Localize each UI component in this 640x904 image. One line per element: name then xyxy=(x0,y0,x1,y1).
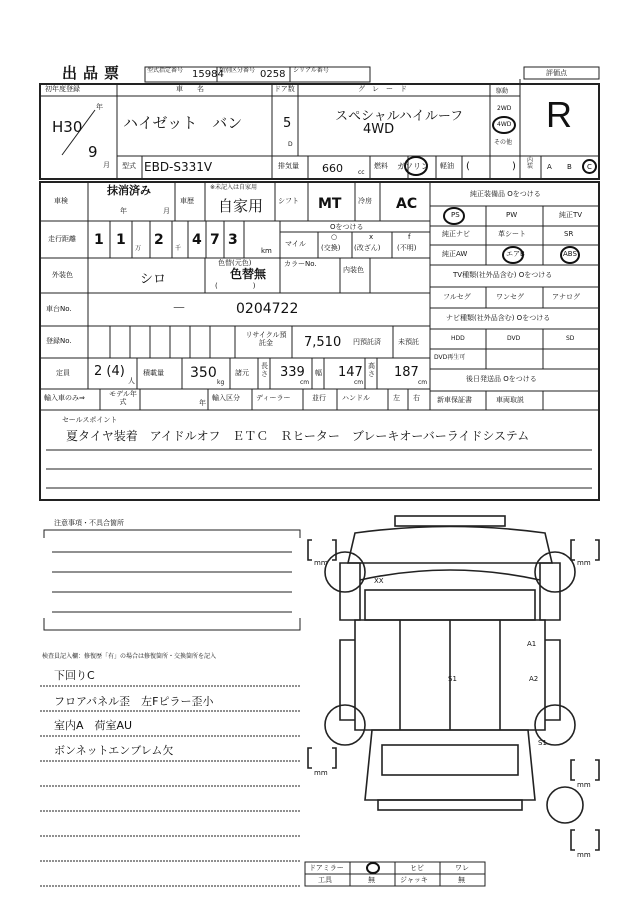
mm-spare: mm xyxy=(577,851,591,859)
mileage-label: 走行距離 xyxy=(48,235,76,243)
later-warranty: 新車保証書 xyxy=(437,396,472,404)
grade-line2: 4WD xyxy=(363,122,395,137)
drive-4wd-circle xyxy=(492,116,516,134)
history-note: ※未記入は自家用 xyxy=(210,184,258,191)
recycle-unpaid: 未預託 xyxy=(398,338,419,346)
shift: MT xyxy=(318,196,342,212)
later-title: 後日発送品 Oをつける xyxy=(466,375,537,383)
fuel-circle xyxy=(404,156,428,176)
model-cert-label: 型式指定番号 xyxy=(147,67,184,74)
color-label: 外装色 xyxy=(52,271,73,279)
interior-b: B xyxy=(567,163,572,171)
inspection-month: 月 xyxy=(163,207,170,215)
mileage-digit-3: 2 xyxy=(154,232,164,248)
class-no: 0258 xyxy=(260,69,286,80)
mileage-unknown: (不明) xyxy=(397,244,417,252)
fuel: ガソリン xyxy=(397,162,429,171)
note-line-2: フロアパネル歪 左Fピラー歪小 xyxy=(54,695,214,708)
note-line-4: ボンネットエンブレム欠 xyxy=(54,744,174,757)
model-cert-no: 15984 xyxy=(192,69,224,80)
option-abs: ABS xyxy=(563,250,577,258)
eval-value: R xyxy=(546,94,572,135)
interior-color-label: 内装色 xyxy=(343,266,364,274)
navi-hdd: HDD xyxy=(451,335,465,342)
car-diagram xyxy=(308,516,599,850)
navi-title: ナビ種類(社外品含む) Oをつける xyxy=(446,314,551,322)
inspector-label: 検査員記入欄：修復歴「有」の場合は修復箇所・交換箇所を記入 xyxy=(42,653,217,660)
class-label: 類別区分番号 xyxy=(219,67,256,74)
mark-a1: A1 xyxy=(527,640,537,648)
mm-fr: mm xyxy=(577,559,591,567)
color-value: シロ xyxy=(140,272,167,287)
capacity-person: 人 xyxy=(128,377,135,385)
era: H30 xyxy=(52,118,83,136)
tv-title: TV種類(社外品含む) Oをつける xyxy=(453,271,553,279)
wave-label: ワレ xyxy=(455,864,469,872)
ac-label: 冷房 xyxy=(358,197,372,205)
reg-label: 登録No. xyxy=(46,337,72,345)
capacity-label: 定員 xyxy=(56,369,70,377)
note-line-3: 室内A 荷室AU xyxy=(54,719,133,732)
light-oil-label: 軽油 xyxy=(440,162,454,170)
door-mirror-circle xyxy=(366,862,380,874)
mileage-m2: x xyxy=(369,233,374,241)
note-line-1: 下回りC xyxy=(54,669,95,682)
tv-oneseg: ワンセグ xyxy=(496,293,524,301)
height-value: 187 xyxy=(394,365,419,380)
repaint-label: 色替(元色) xyxy=(218,259,252,267)
eval-label: 評価点 xyxy=(546,69,567,77)
history: 自家用 xyxy=(218,197,264,215)
repaint-paren: ( ) xyxy=(215,282,256,290)
fuel-paren-close: ) xyxy=(512,161,516,172)
tv-full: フルセグ xyxy=(443,293,471,301)
handle-left: 左 xyxy=(393,394,400,402)
option-ps-circle xyxy=(443,207,465,225)
mark-a2: A2 xyxy=(529,675,539,683)
doors-suffix: D xyxy=(288,141,293,148)
option-airbag-circle xyxy=(502,246,524,264)
drive-other: その他 xyxy=(494,139,513,146)
option-airbag: エアB xyxy=(506,250,525,258)
interior-a: A xyxy=(547,163,552,171)
length-unit: cm xyxy=(300,379,310,386)
form-title: 出品票 xyxy=(62,64,126,82)
mileage-m3: f xyxy=(408,233,411,241)
history-label: 車歴 xyxy=(180,197,194,205)
mileage-digit-2: 1 xyxy=(116,232,126,248)
tool-value: 無 xyxy=(368,876,375,884)
mileage-digit-4: 4 xyxy=(192,232,202,248)
mileage-digit-1: 1 xyxy=(94,232,104,248)
mileage-modified: (改ざん) xyxy=(354,244,381,252)
tv-analog: アナログ xyxy=(552,293,580,301)
drive-label: 駆動 xyxy=(496,88,509,95)
option-sr: SR xyxy=(564,230,574,238)
grade-label: グ レ ー ド xyxy=(358,85,407,93)
later-manual: 車両取説 xyxy=(496,396,524,404)
width-value: 147 xyxy=(338,365,363,380)
hibi-label: ヒビ xyxy=(410,864,424,872)
mileage-digit-5: 7 xyxy=(210,232,220,248)
interior-c: C xyxy=(587,163,592,171)
grade-line1: スペシャルハイルーフ xyxy=(335,109,464,124)
inspection-year: 年 xyxy=(120,207,127,215)
mileage-digit-6: 3 xyxy=(228,232,238,248)
options-title: 純正装備品 Oをつける xyxy=(470,190,541,198)
tool-label: 工具 xyxy=(318,876,332,884)
option-pw: PW xyxy=(506,211,518,219)
fuel-paren: ( xyxy=(466,161,470,172)
mileage-sen: 千 xyxy=(175,245,182,252)
mark-s1: S1 xyxy=(448,675,457,683)
mark-s1-rear: S1 xyxy=(538,739,547,747)
recycle-value: 7,510 xyxy=(304,335,342,350)
handle-right: 右 xyxy=(413,394,420,402)
color-no-label: カラーNo. xyxy=(284,260,317,268)
navi-dvd: DVD xyxy=(507,335,521,342)
month: 9 xyxy=(88,143,98,161)
first-reg-label: 初年度登録 xyxy=(45,85,80,93)
recycle-unit: 円預託済 xyxy=(353,338,381,346)
dvd-playback: DVD再生可 xyxy=(434,354,466,361)
load-label: 積載量 xyxy=(143,369,164,377)
inspection-label: 車検 xyxy=(54,197,68,205)
sales-text: 夏タイヤ装着 アイドルオフ ＥＴＣ Ｒヒーター ブレーキオーバーライドシステム xyxy=(66,429,530,443)
sales-label: セールスポイント xyxy=(62,416,118,424)
width-unit: cm xyxy=(354,379,364,386)
serial-label: シリアル番号 xyxy=(293,67,329,74)
model: EBD-S331V xyxy=(144,160,213,174)
option-aw: 純正AW xyxy=(442,250,468,258)
disp-label: 排気量 xyxy=(278,162,299,170)
option-navi: 純正ナビ xyxy=(442,230,470,238)
load-value: 350 xyxy=(190,365,217,381)
car-name-label: 車 名 xyxy=(176,85,204,93)
disp: 660 xyxy=(322,162,343,175)
mileage-circle-note: Oをつける xyxy=(330,223,364,231)
jack-value: 無 xyxy=(458,876,465,884)
chassis-label: 車台No. xyxy=(46,305,72,313)
disp-unit: cc xyxy=(358,169,365,176)
parallel: 並行 xyxy=(312,394,326,402)
doors-label: ドア数 xyxy=(274,85,295,93)
chassis-dash: － xyxy=(172,301,186,317)
jack-label: ジャッキ xyxy=(400,876,428,884)
spec-label: 諸元 xyxy=(235,369,249,377)
mileage-km: km xyxy=(261,247,272,255)
drive-2wd: 2WD xyxy=(497,105,512,112)
interior-label: 内装 xyxy=(527,157,534,170)
mark-xx: XX xyxy=(374,577,384,585)
model-label: 型式 xyxy=(122,162,136,170)
car-name: ハイゼット バン xyxy=(123,114,243,132)
navi-sd: SD xyxy=(566,335,575,342)
load-unit: kg xyxy=(217,379,225,386)
mileage-mile: マイル xyxy=(285,240,306,248)
mileage-man: 万 xyxy=(135,245,142,252)
interior-c-circle xyxy=(582,159,597,174)
option-leather: 革シート xyxy=(498,230,526,238)
model-year-label: モデル年式 xyxy=(109,390,137,406)
handle-label: ハンドル xyxy=(342,394,370,402)
option-tv: 純正TV xyxy=(559,211,583,219)
mm-rr: mm xyxy=(577,781,591,789)
recycle-label: リサイクル預託金 xyxy=(245,331,287,348)
length-label: 長さ xyxy=(261,362,268,378)
drive-4wd: 4WD xyxy=(497,121,512,128)
import-year: 年 xyxy=(199,399,206,407)
mm-rl: mm xyxy=(314,769,328,777)
mileage-m1: ○ xyxy=(331,233,338,241)
mm-fl: mm xyxy=(314,559,328,567)
notes-label: 注意事項・不具合箇所 xyxy=(54,519,124,527)
capacity-value: 2 (4) xyxy=(94,364,125,379)
doors: 5 xyxy=(283,116,292,131)
length-value: 339 xyxy=(280,365,305,380)
chassis-no: 0204722 xyxy=(236,301,299,317)
width-label: 幅 xyxy=(315,369,322,377)
import-class-label: 輸入区分 xyxy=(212,394,240,402)
shift-label: シフト xyxy=(278,197,299,205)
inspection-value: 抹消済み xyxy=(107,184,151,197)
fuel-label: 燃料 xyxy=(374,162,388,170)
repaint-value: 色替無 xyxy=(230,267,267,281)
month-suffix: 月 xyxy=(103,161,110,169)
height-unit: cm xyxy=(418,379,428,386)
year-suffix: 年 xyxy=(96,103,103,111)
import-label: 輸入車のみ⇒ xyxy=(44,394,85,402)
option-abs-circle xyxy=(560,246,580,264)
option-ps: PS xyxy=(451,211,460,219)
dealer: ディーラー xyxy=(256,394,291,402)
height-label: 高さ xyxy=(368,362,375,378)
door-mirror-label: ドアミラー xyxy=(309,864,344,872)
mileage-exchange: (交換) xyxy=(321,244,341,252)
ac: AC xyxy=(396,196,418,212)
